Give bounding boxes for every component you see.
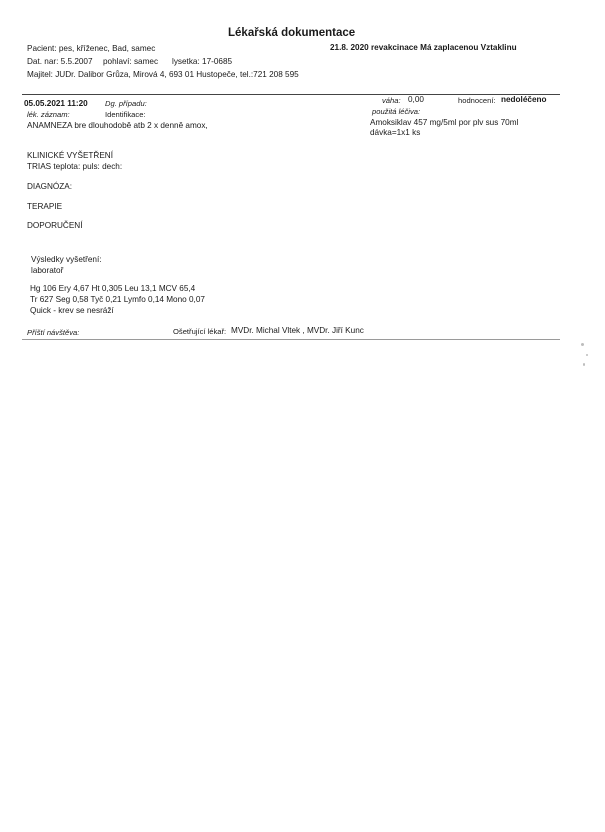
header-divider bbox=[22, 94, 560, 95]
recommendation-heading: DOPORUČENÍ bbox=[27, 221, 83, 230]
drug-line-2: dávka=1x1 ks bbox=[370, 128, 421, 137]
scan-speck bbox=[581, 343, 584, 346]
rating-label: hodnocení: bbox=[458, 96, 496, 105]
results-heading: Výsledky vyšetření: bbox=[31, 255, 102, 264]
sex: pohlaví: samec bbox=[103, 57, 159, 66]
lab-label: laboratoř bbox=[31, 266, 64, 275]
record-datetime: 05.05.2021 11:20 bbox=[24, 99, 88, 108]
trias-line: TRIAS teplota: puls: dech: bbox=[27, 162, 123, 171]
card-number: lysetka: 17-0685 bbox=[172, 57, 233, 66]
identification-label: Identifikace: bbox=[105, 110, 146, 119]
footer-divider bbox=[22, 339, 560, 340]
document-title: Lékařská dokumentace bbox=[228, 27, 356, 39]
record-label: lék. záznam: bbox=[27, 110, 70, 119]
therapy-heading: TERAPIE bbox=[27, 202, 63, 211]
weight-label: váha: bbox=[382, 96, 401, 105]
anamnesis: ANAMNEZA bre dlouhodobě atb 2 x denně amox, bbox=[27, 121, 208, 130]
scan-speck bbox=[586, 354, 588, 356]
vet-names: MVDr. Michal Vltek , MVDr. Jiří Kunc bbox=[231, 326, 364, 335]
vaccination-notice: 21.8. 2020 revakcinace Má zaplacenou Vztaklinu bbox=[330, 43, 517, 52]
scan-speck bbox=[583, 363, 585, 366]
lab-results-line-2: Tr 627 Seg 0,58 Tyč 0,21 Lymfo 0,14 Mono 0,07 bbox=[30, 295, 205, 304]
drug-line-1: Amoksiklav 457 mg/5ml por plv sus 70ml bbox=[370, 118, 519, 127]
owner-info: Majitel: JUDr. Dalibor Grůza, Mirová 4, 693 01 Hustopeče, tel.:721 208 595 bbox=[27, 70, 299, 79]
drugs-label: použitá léčiva: bbox=[372, 107, 421, 116]
birth-date: Dat. nar: 5.5.2007 bbox=[27, 57, 93, 66]
weight-value: 0,00 bbox=[408, 95, 424, 104]
case-label: Dg. případu: bbox=[105, 99, 147, 108]
next-visit-label: Příští návštěva: bbox=[27, 328, 80, 337]
lab-results-line-3: Quick - krev se nesráží bbox=[30, 306, 114, 315]
clinical-exam-heading: KLINICKÉ VYŠETŘENÍ bbox=[27, 151, 113, 160]
rating-value: nedoléčeno bbox=[501, 95, 547, 104]
vet-label: Ošetřující lékař: bbox=[173, 327, 227, 336]
patient-info: Pacient: pes, kříženec, Bad, samec bbox=[27, 44, 156, 53]
diagnosis-heading: DIAGNÓZA: bbox=[27, 182, 73, 191]
lab-results-line-1: Hg 106 Ery 4,67 Ht 0,305 Leu 13,1 MCV 65,4 bbox=[30, 284, 196, 293]
